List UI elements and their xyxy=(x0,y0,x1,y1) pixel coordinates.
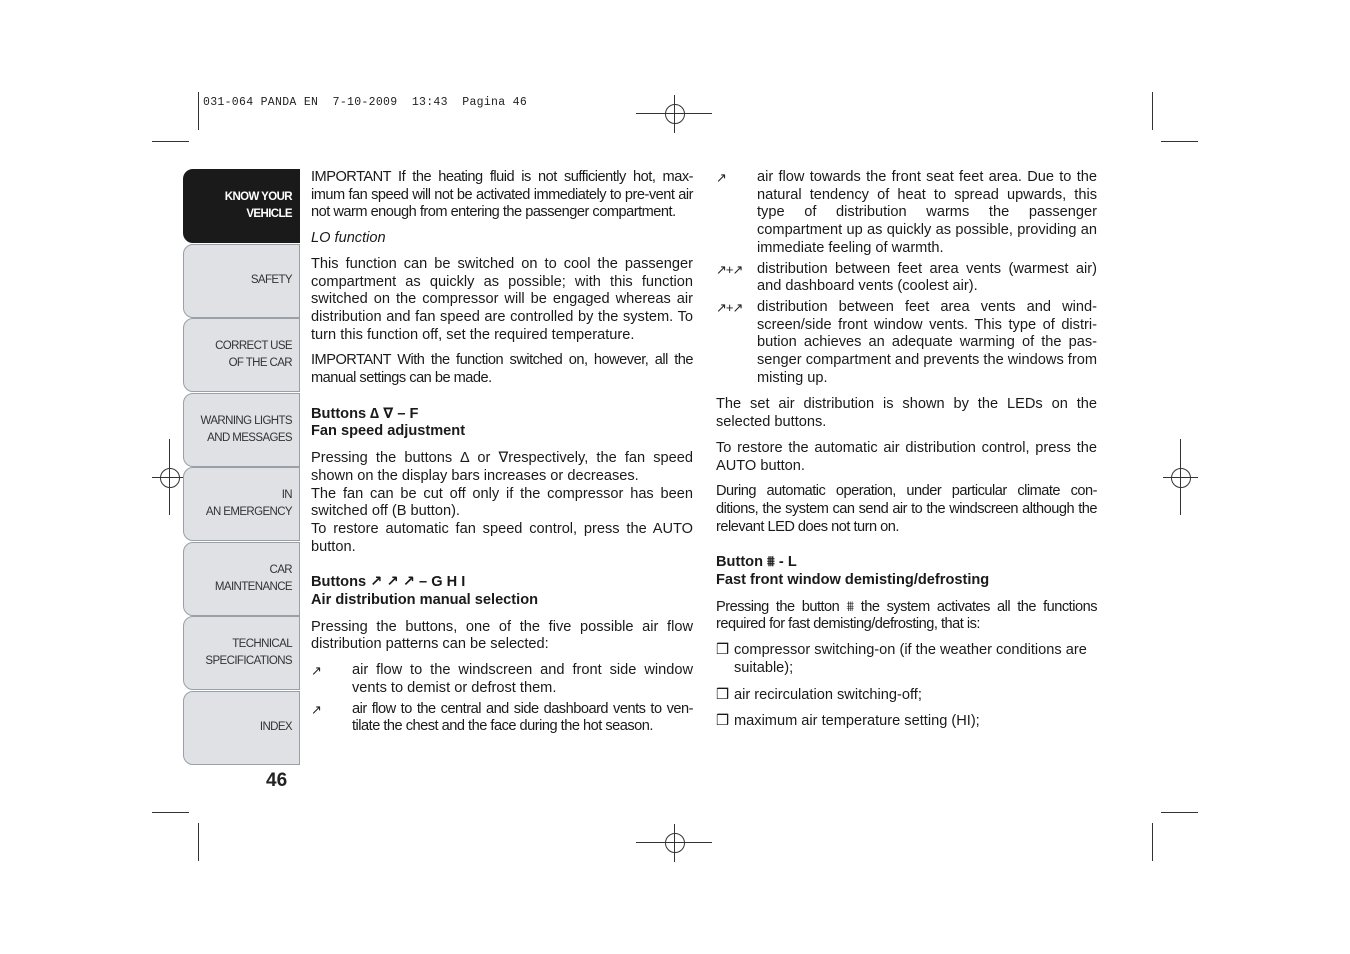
list-item-text: distribution between feet area vents (warmest air) and dashboard vents (coolest air). xyxy=(757,260,1097,295)
list-item-text: air flow to the windscreen and front side window vents to demist or defrost them. xyxy=(352,662,693,696)
list-item xyxy=(716,642,1097,677)
heading-line: Fan speed adjustment xyxy=(311,423,466,440)
restore-auto-paragraph: To restore the automatic air distribution control, press the AUTO button. xyxy=(716,439,1097,474)
demisting-paragraph: Pressing the button ⩩ the system activates all the functions required for fast demisting/defrosting, that is: xyxy=(716,598,1097,633)
print-header: 031-064 PANDA EN 7-10-2009 13:43 Pagina 46 xyxy=(203,96,528,109)
left-column xyxy=(311,169,693,739)
tab-correct-use[interactable]: CORRECT USE OF THE CAR xyxy=(183,318,300,392)
crop-mark xyxy=(198,92,199,130)
checkbox-bullet-icon: ❒ xyxy=(716,686,730,703)
windscreen-airflow-icon: ↗ xyxy=(311,663,321,679)
heading-line: Button ⩩ - L xyxy=(716,554,797,571)
tab-warning-lights[interactable]: WARNING LIGHTS AND MESSAGES xyxy=(183,393,300,467)
list-item xyxy=(311,662,693,697)
important-note-paragraph: IMPORTANT If the heating fluid is not sufficiently hot, max-imum fan speed will not be activated immediately to pre-vent air not warm enough from entering the passenger compartment. xyxy=(311,169,693,221)
fan-speed-paragraph: Pressing the buttons ∆ or ∇respectively, the fan speed shown on the display bars increases or decreases. xyxy=(311,450,693,484)
list-item xyxy=(716,713,1097,731)
tab-index[interactable]: INDEX xyxy=(183,691,300,765)
crop-mark xyxy=(1161,812,1198,813)
page-number: 46 xyxy=(266,770,288,791)
fan-restore-paragraph: To restore automatic fan speed control, press the AUTO button. xyxy=(311,520,693,555)
list-item-text: air flow towards the front seat feet area. Due to the natural tendency of heat to spread upwards, this type of distribution warms the passenger compartment up as quickly as possible, providing an immediate feeling of warmth. xyxy=(757,169,1097,256)
tab-know-your-vehicle[interactable]: KNOW YOUR VEHICLE xyxy=(183,169,300,243)
crop-mark xyxy=(152,812,189,813)
crop-mark xyxy=(1152,823,1153,861)
list-item-text: air recirculation switching-off; xyxy=(734,686,922,703)
crop-mark xyxy=(198,823,199,861)
lo-function-paragraph: This function can be switched on to cool the passenger compartment as quickly as possible; with this function switched on the compressor will be engaged whereas air distribution and fan speed are controlled by the system. To turn this function off, set the required temperature. xyxy=(311,255,693,343)
important-note-paragraph: IMPORTANT With the function switched on, however, all the manual settings can be made. xyxy=(311,352,693,387)
air-distribution-heading xyxy=(311,574,693,609)
feet-airflow-icon: ↗ xyxy=(716,170,726,185)
tab-car-maintenance[interactable]: CAR MAINTENANCE xyxy=(183,542,300,616)
heading-line: Air distribution manual selection xyxy=(311,592,539,609)
list-item xyxy=(716,261,1097,296)
tab-technical-specifications[interactable]: TECHNICAL SPECIFICATIONS xyxy=(183,616,300,690)
fan-cutoff-paragraph: The fan can be cut off only if the compressor has been switched off (B button). xyxy=(311,485,693,520)
dashboard-airflow-icon: ↗ xyxy=(311,701,321,717)
lo-function-title: LO function xyxy=(311,230,386,247)
fan-speed-heading xyxy=(311,406,693,441)
list-item xyxy=(311,701,693,736)
heading-line: Fast front window demisting/defrosting xyxy=(716,572,990,589)
section-tabs xyxy=(183,169,300,765)
heading-line: Buttons ↗ ↗ ↗ – G H I xyxy=(311,574,466,591)
air-distribution-paragraph: Pressing the buttons, one of the five possible air flow distribution patterns can be selected: xyxy=(311,618,693,653)
list-item-text: compressor switching-on (if the weather conditions are suitable); xyxy=(734,642,1087,676)
crop-mark xyxy=(1152,92,1153,130)
demisting-heading xyxy=(716,554,1097,589)
feet-dashboard-airflow-icon: ↗+↗ xyxy=(716,261,743,277)
checkbox-bullet-icon: ❒ xyxy=(716,642,730,659)
registration-circle xyxy=(160,468,180,488)
list-item xyxy=(716,687,1097,705)
list-item xyxy=(716,169,1097,258)
right-column xyxy=(716,169,1097,740)
leds-paragraph: The set air distribution is shown by the LEDs on the selected buttons. xyxy=(716,396,1097,431)
registration-circle xyxy=(665,104,685,124)
tab-safety[interactable]: SAFETY xyxy=(183,244,300,318)
tab-emergency[interactable]: IN AN EMERGENCY xyxy=(183,467,300,541)
crop-mark xyxy=(1161,141,1198,142)
registration-circle xyxy=(665,833,685,853)
list-item-text: distribution between feet area vents and wind-screen/side front window vents. This type of distri-bution achieves an adequate warming of the pas-senger compartment and prevents the windows from misting up. xyxy=(757,298,1097,386)
registration-circle xyxy=(1171,468,1191,488)
list-item-text: maximum air temperature setting (HI); xyxy=(734,713,980,730)
list-item xyxy=(716,299,1097,388)
checkbox-bullet-icon: ❒ xyxy=(716,713,730,730)
heading-line: Buttons ∆ ∇ – F xyxy=(311,405,419,422)
feet-windscreen-airflow-icon: ↗+↗ xyxy=(716,299,743,315)
automatic-operation-paragraph: During automatic operation, under particular climate con-ditions, the system can send air to the windscreen although the relevant LED does not turn on. xyxy=(716,483,1097,535)
list-item-text: air flow to the central and side dashboard vents to ven-tilate the chest and the face during the hot season. xyxy=(352,700,693,735)
crop-mark xyxy=(152,141,189,142)
